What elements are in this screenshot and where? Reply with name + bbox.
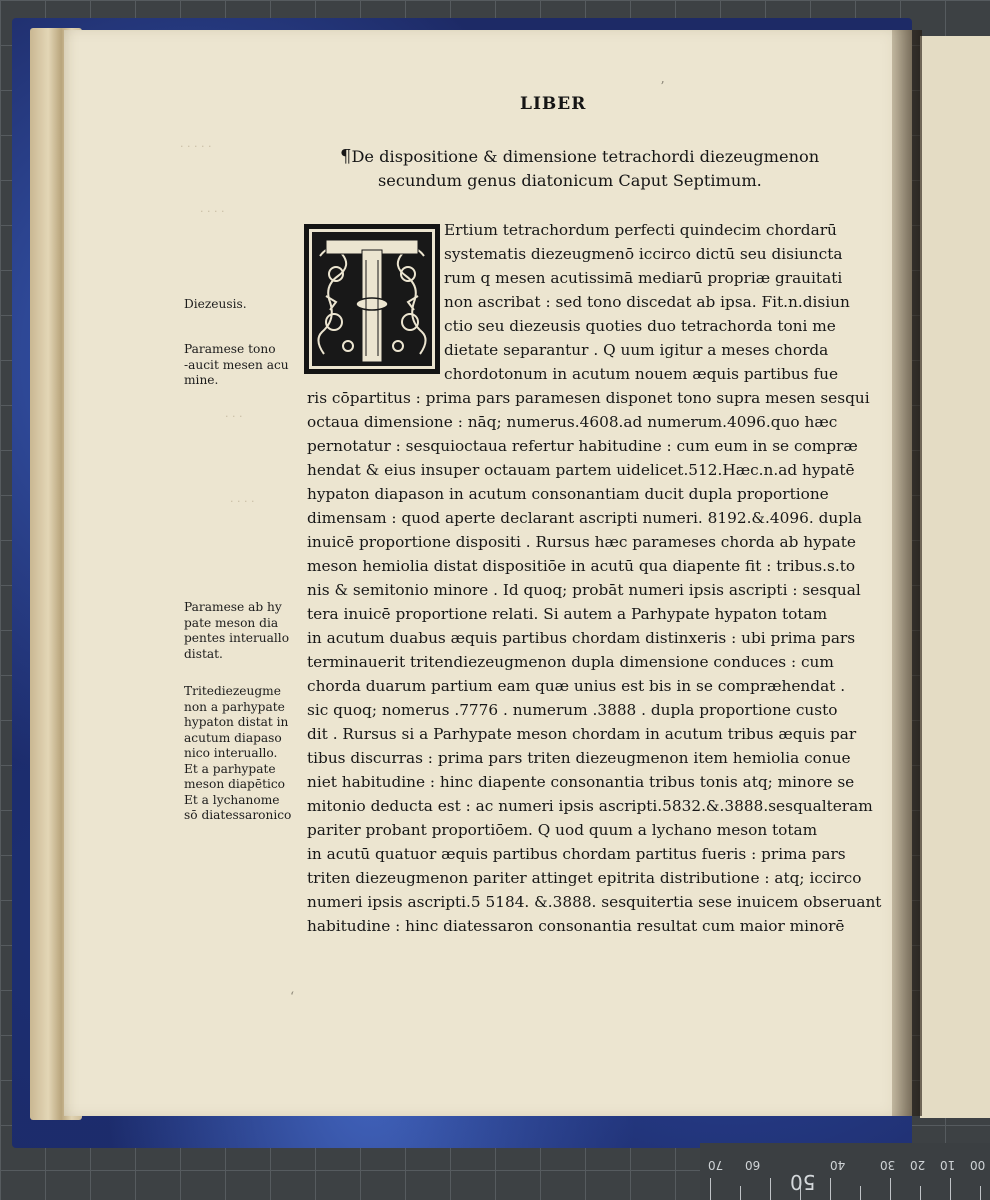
body-line: ris cōpartitus : prima pars paramesen disponet tono supra mesen sesqui	[307, 389, 870, 407]
margin-note-line: Paramese ab hy	[184, 600, 282, 614]
margin-note-line: pentes interuallo	[184, 631, 290, 645]
body-line: chorda duarum partium eam quæ unius est bis in se compræhendat .	[307, 677, 846, 695]
show-through-text: · · · ·	[200, 205, 225, 218]
margin-note-line: -aucit mesen acu	[184, 357, 289, 372]
body-line: rum q mesen acutissimā mediarū propriæ grauitati	[444, 269, 843, 287]
ruler-number: 40	[830, 1158, 846, 1172]
ruler-number: 10	[940, 1158, 956, 1172]
body-line: hypaton diapason in acutum consonantiam ducit dupla proportione	[307, 485, 829, 503]
ruler-tick	[770, 1178, 771, 1200]
body-line: habitudine : hinc diatessaron consonantia resultat cum maior minorē	[307, 917, 845, 935]
show-through-text: · · · · ·	[180, 140, 212, 153]
woodcut-initial-t-icon	[304, 224, 440, 374]
margin-note-diezeusis: Diezeusis.	[184, 297, 247, 311]
ruler-tick	[710, 1178, 711, 1200]
margin-note-line: nico interuallo.	[184, 746, 278, 760]
body-line: niet habitudine : hinc diapente consonantia tribus tonis atq; minore se	[307, 773, 855, 791]
margin-note-tritediezeugmenon	[184, 684, 291, 824]
chapter-heading-text-1: De dispositione & dimensione tetrachordi diezeugmenon	[351, 147, 820, 166]
margin-note-line: Et a lychanome	[184, 792, 280, 807]
body-line: dit . Rursus si a Parhypate meson chordam in acutum tribus æquis par	[307, 725, 857, 743]
measuring-ruler	[700, 1143, 990, 1200]
chapter-heading-line-2: secundum genus diatonicum Caput Septimum.	[378, 171, 762, 190]
facing-page	[920, 36, 990, 1118]
ruler-tick	[980, 1186, 981, 1200]
ruler-tick	[830, 1178, 831, 1200]
body-line: systematis diezeugmenō iccirco dictū seu disiuncta	[444, 245, 843, 263]
margin-note-line: pate meson dia	[184, 615, 279, 630]
ruler-number: 00	[970, 1158, 986, 1172]
ruler-number: 70	[708, 1158, 724, 1172]
ruler-tick	[950, 1178, 951, 1200]
margin-note-line: non a parhypate	[184, 699, 285, 714]
margin-note-line: mine.	[184, 373, 219, 387]
ruler-tick	[740, 1186, 741, 1200]
ink-mark: ʼ	[660, 80, 665, 95]
margin-note-line: Paramese tono	[184, 342, 276, 356]
ruler-tick	[890, 1178, 891, 1200]
margin-note-line: distat.	[184, 646, 223, 661]
body-line: inuicē proportione dispositi . Rursus hæc parameses chorda ab hypate	[307, 533, 856, 551]
ruler-tick	[860, 1186, 861, 1200]
margin-note-line: Et a parhypate	[184, 761, 276, 776]
gutter-shadow	[892, 30, 922, 1116]
initial-ornament-icon	[306, 226, 438, 372]
body-line: ctio seu diezeusis quoties duo tetrachorda toni me	[444, 317, 836, 335]
ruler-number: 60	[745, 1158, 761, 1172]
margin-note-line: Tritediezeugme	[184, 684, 281, 698]
pilcrow-icon: ¶	[340, 146, 352, 167]
body-line: nis & semitonio minore . Id quoq; probāt numeri ipsis ascripti : sesqual	[307, 581, 861, 599]
body-line: dimensam : quod aperte declarant ascripti numeri. 8192.&.4096. dupla	[307, 509, 863, 527]
margin-note-paramese-hypate	[184, 600, 289, 662]
ruler-number: 30	[880, 1158, 896, 1172]
body-line: in acutum duabus æquis partibus chordam distinxeris : ubi prima pars	[307, 629, 856, 647]
body-line: sic quoq; nomerus .7776 . numerum .3888 . dupla proportione custo	[307, 701, 838, 719]
show-through-text: · · ·	[225, 410, 243, 423]
body-line: mitonio deducta est : ac numeri ipsis ascripti.5832.&.3888.sesqualteram	[307, 797, 873, 815]
margin-note-line: acutum diapaso	[184, 730, 282, 745]
margin-note-paramese	[184, 342, 289, 389]
body-line: terminauerit tritendiezeugmenon dupla dimensione conduces : cum	[307, 653, 834, 671]
body-line: dietate separantur . Q uum igitur a meses chorda	[444, 341, 829, 359]
chapter-heading-line-1	[340, 146, 819, 167]
ink-mark: ʻ	[290, 990, 295, 1005]
body-line: Ertium tetrachordum perfecti quindecim chordarū	[444, 221, 837, 239]
margin-note-line: hypaton distat in	[184, 715, 289, 729]
margin-note-line: sō diatessaronico	[184, 808, 292, 822]
ruler-number: 20	[910, 1158, 926, 1172]
ruler-big-number: 50	[790, 1170, 816, 1194]
show-through-text: · · · ·	[230, 495, 255, 508]
body-line: non ascribat : sed tono discedat ab ipsa. Fit.n.disiun	[444, 293, 850, 311]
body-line: tibus discurras : prima pars triten diezeugmenon item hemiolia conue	[307, 749, 851, 767]
ruler-tick	[920, 1186, 921, 1200]
body-line: tera inuicē proportione relati. Si autem a Parhypate hypaton totam	[307, 605, 828, 623]
margin-note-line: meson diapētico	[184, 777, 286, 791]
body-line: numeri ipsis ascripti.5 5184. &.3888. sesquitertia sese inuicem obseruant	[307, 893, 882, 911]
body-line: chordotonum in acutum nouem æquis partibus fue	[444, 365, 839, 383]
body-line: hendat & eius insuper octauam partem uidelicet.512.Hæc.n.ad hypatē	[307, 461, 855, 479]
body-line: pernotatur : sesquioctaua refertur habitudine : cum eum in se compræ	[307, 437, 858, 455]
body-line: triten diezeugmenon pariter attinget epitrita distributione : atq; iccirco	[307, 869, 862, 887]
body-line: pariter probant proportiōem. Q uod quum a lychano meson totam	[307, 821, 818, 839]
running-head: LIBER	[520, 94, 587, 114]
body-line: meson hemiolia distat dispositiōe in acutū qua diapente fit : tribus.s.to	[307, 557, 856, 575]
body-line: in acutū quatuor æquis partibus chordam partitus fueris : prima pars	[307, 845, 846, 863]
body-line: octaua dimensione : nāq; numerus.4608.ad numerum.4096.quo hæc	[307, 413, 838, 431]
